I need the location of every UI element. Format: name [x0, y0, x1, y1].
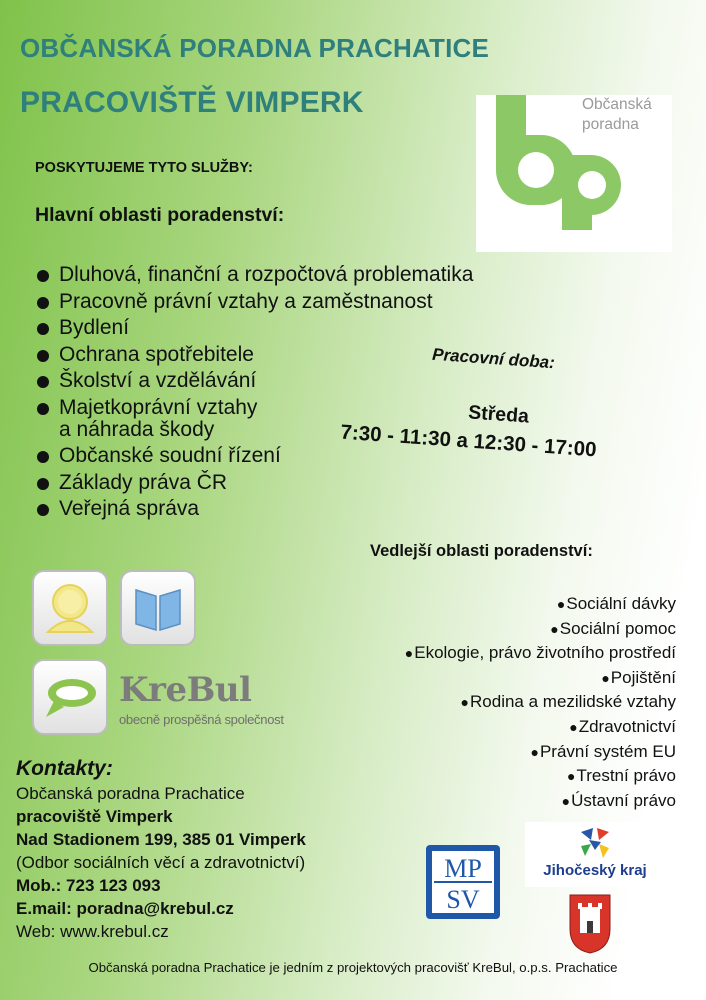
vimperk-crest-icon [568, 893, 612, 955]
secondary-areas-heading: Vedlejší oblasti poradenství: [370, 542, 593, 560]
contact-web[interactable]: Web: www.krebul.cz [16, 922, 169, 941]
mpsv-logo-line1: MP [444, 854, 482, 883]
mpsv-logo-icon [426, 845, 500, 919]
working-hours-label: Pracovní doba: [431, 344, 556, 373]
page-title: OBČANSKÁ PORADNA PRACHATICE [20, 33, 490, 63]
op-logo-text-line2: poradna [582, 116, 639, 133]
contact-org: Občanská poradna Prachatice [16, 784, 245, 803]
krebul-logo-subtitle: obecně prospěšná společnost [119, 712, 284, 727]
krebul-logo-name: KreBul [119, 670, 252, 710]
person-icon [32, 570, 108, 646]
contact-branch: pracoviště Vimperk [16, 807, 173, 826]
list-item: ● Pojištění [405, 666, 676, 691]
contact-email[interactable]: E.mail: poradna@krebul.cz [16, 899, 234, 918]
jihocesky-kraj-text: Jihočeský kraj [543, 862, 647, 879]
list-item-line1: Majetkoprávní vztahy [59, 395, 258, 419]
working-hours [336, 337, 675, 500]
list-item: Ochrana spotřebitele [35, 343, 473, 367]
list-item-line2: a náhrada škody [59, 417, 215, 441]
op-logo-text [582, 95, 677, 135]
contact-phone: Mob.: 723 123 093 [16, 876, 161, 895]
op-logo-text-line1: Občanská [582, 96, 652, 113]
book-icon [120, 570, 196, 646]
list-item: Bydlení [35, 316, 473, 340]
chat-bubble-icon [32, 659, 108, 735]
list-item: Základy práva ČR [35, 471, 473, 495]
list-item: ● Sociální dávky [405, 592, 676, 617]
working-hours-day: Středa [467, 401, 530, 428]
list-item: ● Zdravotnictví [405, 715, 676, 740]
list-item: ● Rodina a mezilidské vztahy [405, 690, 676, 715]
contact-address: Nad Stadionem 199, 385 01 Vimperk [16, 830, 306, 849]
working-hours-time: 7:30 - 11:30 a 12:30 - 17:00 [339, 420, 598, 462]
list-item: ● Ekologie, právo životního prostředí [405, 641, 676, 666]
list-item: ● Právní systém EU [405, 740, 676, 765]
services-heading: POSKYTUJEME TYTO SLUŽBY: [35, 160, 253, 176]
contacts-block [16, 756, 306, 943]
contact-department: (Odbor sociálních věcí a zdravotnictví) [16, 853, 306, 872]
list-item: ● Sociální pomoc [405, 617, 676, 642]
list-item: Veřejná správa [35, 497, 473, 521]
page-subtitle: PRACOVIŠTĚ VIMPERK [20, 86, 364, 119]
secondary-areas-list [405, 592, 676, 813]
list-item: Pracovně právní vztahy a zaměstnanost [35, 290, 473, 314]
main-areas-heading: Hlavní oblasti poradenství: [35, 204, 285, 226]
mpsv-logo-line2: SV [446, 885, 480, 914]
jihocesky-kraj-logo-icon [525, 822, 665, 887]
list-item: Občanské soudní řízení [35, 444, 473, 468]
list-item: Školství a vzdělávání [35, 369, 473, 393]
contacts-heading: Kontakty: [16, 757, 113, 780]
list-item: Dluhová, finanční a rozpočtová problematika [35, 263, 473, 287]
footer-text: Občanská poradna Prachatice je jedním z projektových pracovišť KreBul, o.p.s. Prachatice [88, 960, 618, 975]
list-item: ● Trestní právo [405, 764, 676, 789]
list-item: ● Ústavní právo [405, 789, 676, 814]
